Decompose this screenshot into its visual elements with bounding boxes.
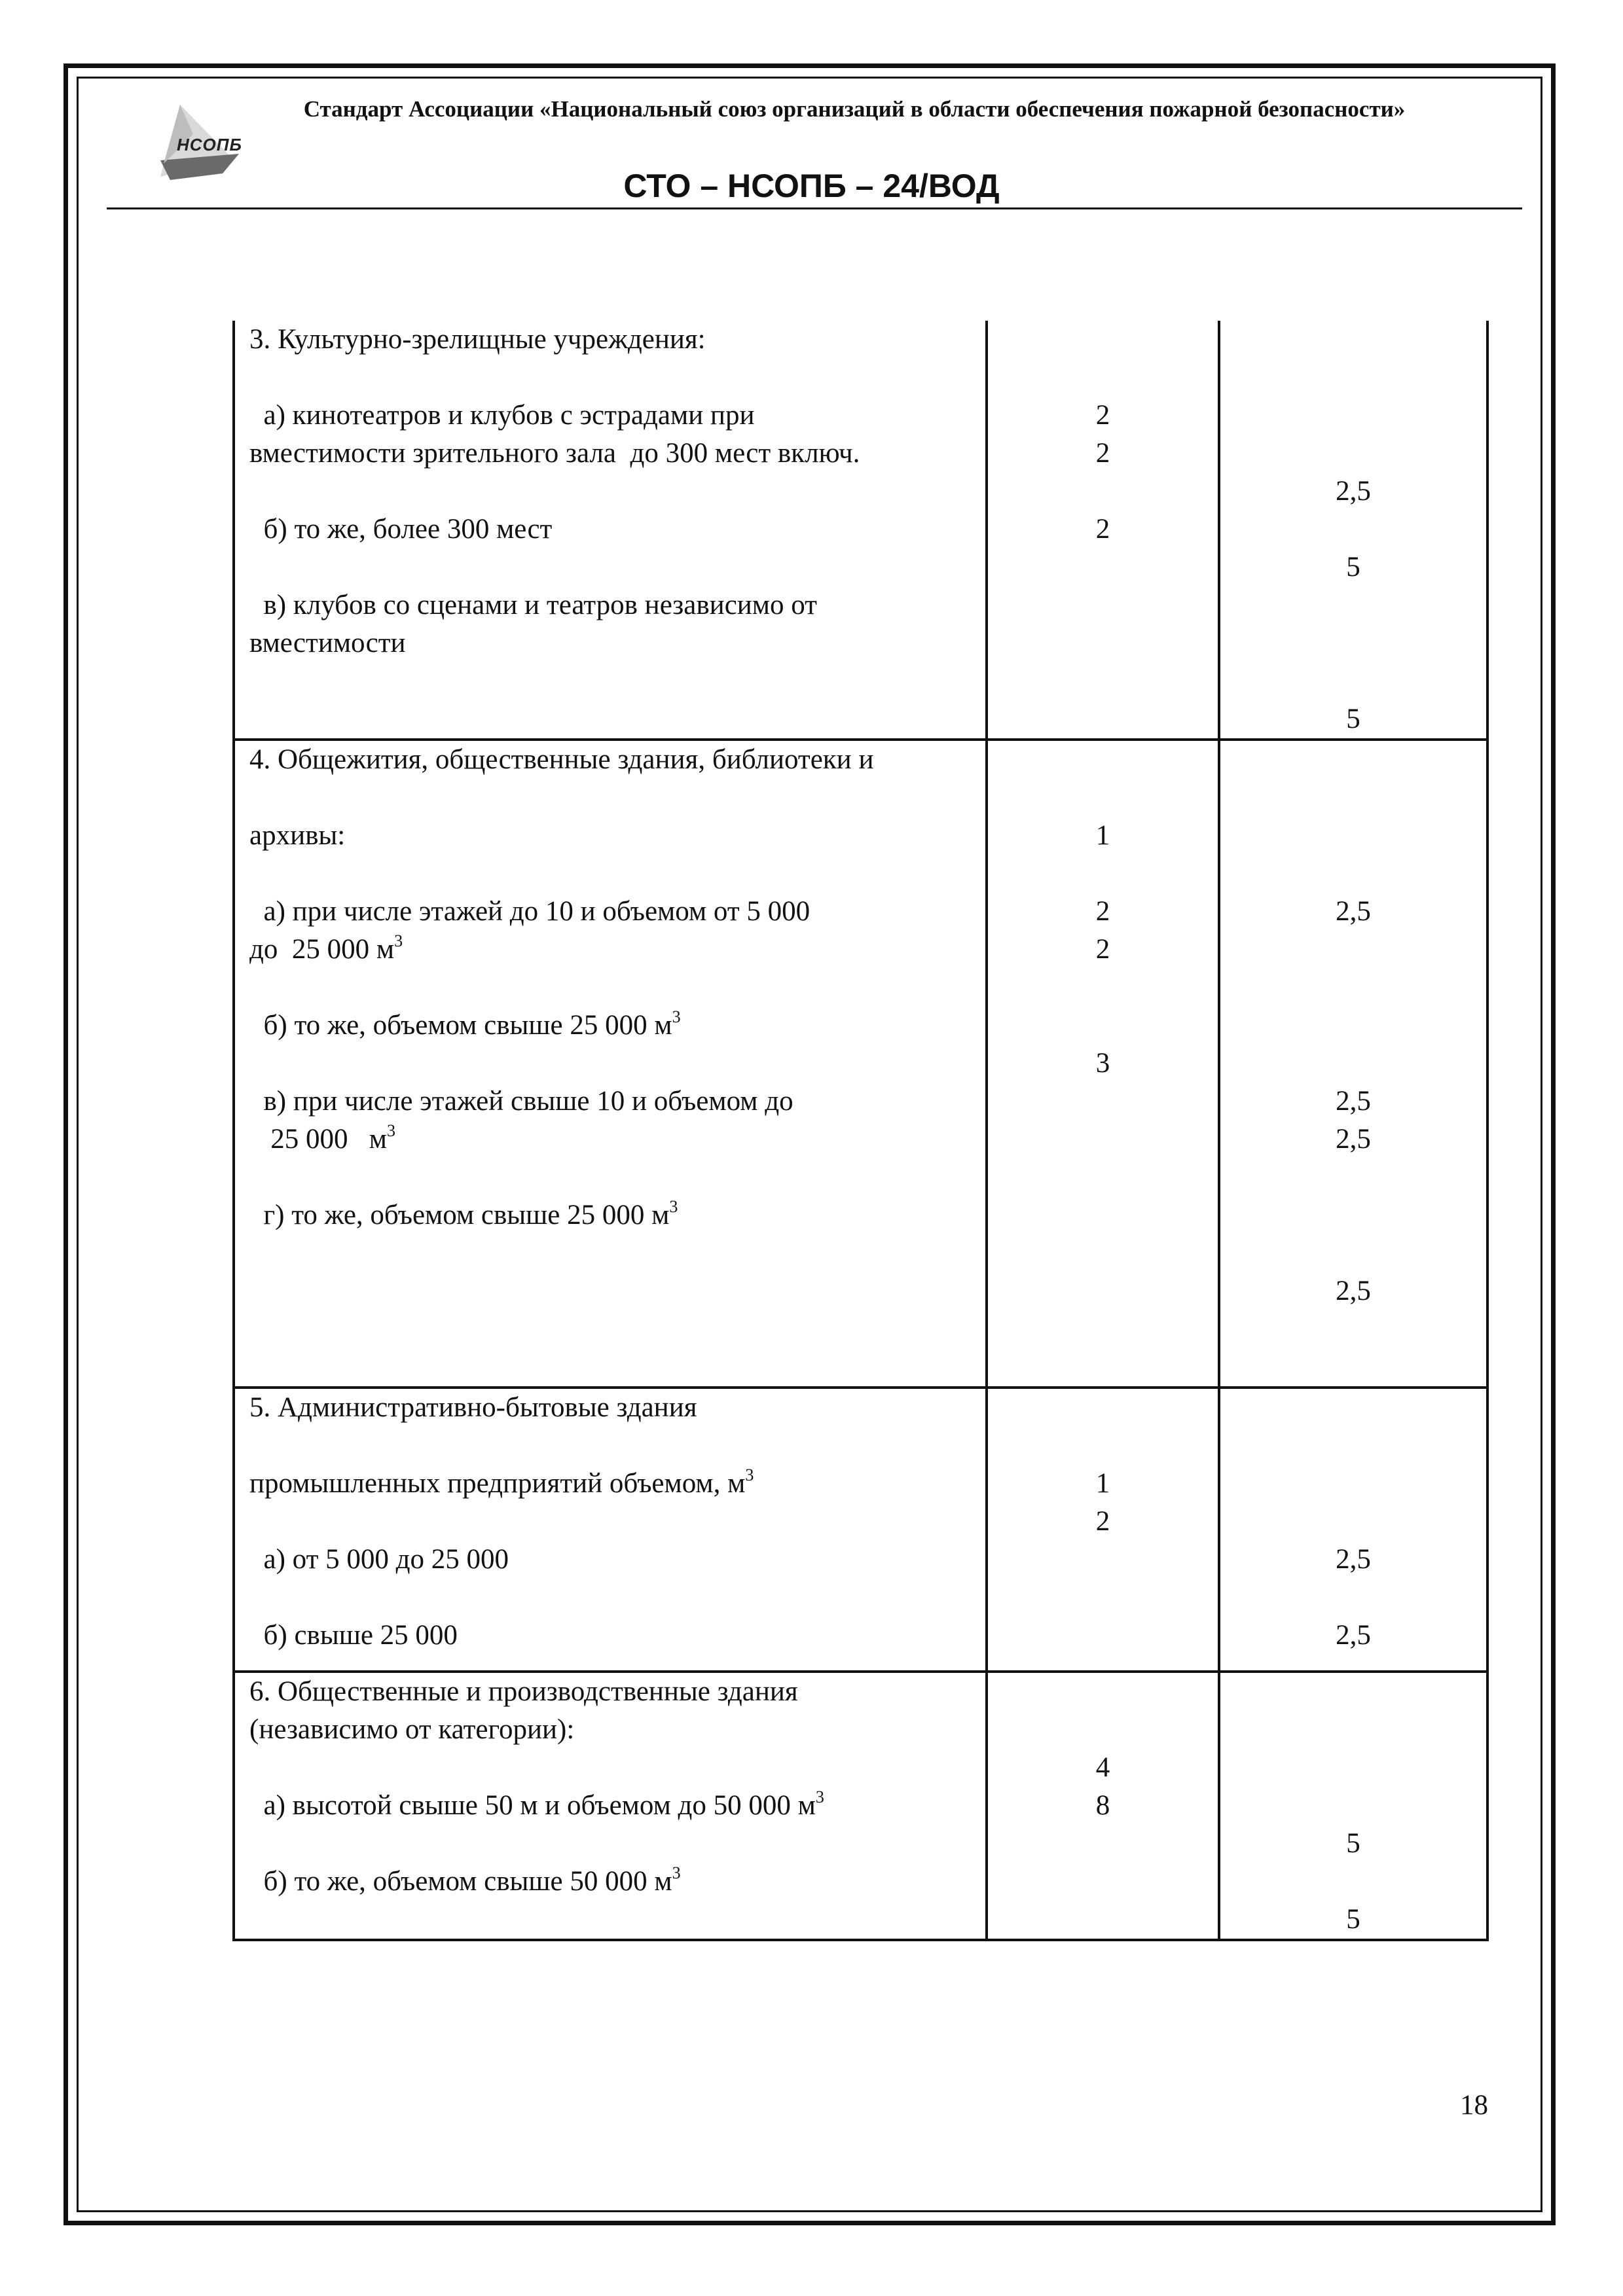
value-entry — [988, 1825, 1218, 1863]
row-text-line: в) клубов со сценами и театров независимо от — [249, 590, 817, 620]
value-entry — [1220, 1863, 1486, 1901]
value-entry — [1220, 397, 1486, 435]
norms-table — [232, 321, 1489, 1941]
value-entry: 2 — [1095, 400, 1110, 431]
value-entry — [988, 1121, 1218, 1158]
value-entry — [1220, 969, 1486, 1007]
value-entry — [1220, 321, 1486, 359]
value-entry: 8 — [1095, 1790, 1110, 1821]
association-title: Стандарт Ассоциации «Национальный союз организаций в области обеспечения пожарной безопасности» — [303, 96, 1406, 122]
value-entry — [988, 1579, 1218, 1617]
value-entry — [988, 779, 1218, 817]
row-text-line — [249, 473, 981, 511]
value-entry — [1220, 1389, 1486, 1427]
row-text-line — [249, 855, 981, 893]
value-entry: 5 — [1346, 1904, 1360, 1935]
value-entry: 1 — [1095, 820, 1110, 851]
value-entry: 2,5 — [1336, 1124, 1371, 1155]
row-text-line: 5. Административно-бытовые здания — [249, 1392, 697, 1423]
row-text-line: б) то же, более 300 мест — [249, 514, 553, 545]
value-entry — [988, 1348, 1218, 1386]
value-entry: 3 — [1095, 1048, 1110, 1079]
cubic-superscript: 3 — [669, 1197, 678, 1216]
jets-count-cell — [987, 1388, 1219, 1672]
value-entry — [1220, 586, 1486, 624]
value-entry: 2,5 — [1336, 896, 1371, 927]
value-entry — [988, 1711, 1218, 1749]
value-entry: 2 — [1095, 438, 1110, 469]
building-type-cell — [234, 321, 987, 740]
value-entry — [988, 1158, 1218, 1196]
value-entry: 2 — [1095, 934, 1110, 965]
value-entry — [988, 969, 1218, 1007]
row-text-line: вместимости зрительного зала до 300 мест включ. — [249, 438, 860, 469]
jets-count-cell — [987, 1672, 1219, 1940]
value-entry — [1220, 741, 1486, 779]
row-text-line: а) от 5 000 до 25 000 — [249, 1544, 509, 1575]
value-entry — [988, 1272, 1218, 1310]
row-text-line: в) при числе этажей свыше 10 и объемом до — [249, 1086, 793, 1117]
value-entry: 2 — [1095, 1506, 1110, 1537]
value-entry: 2,5 — [1336, 1086, 1371, 1117]
value-entry — [1220, 1787, 1486, 1825]
value-entry — [1220, 1579, 1486, 1617]
value-entry — [988, 1007, 1218, 1045]
value-entry — [1220, 1045, 1486, 1083]
value-entry: 5 — [1346, 704, 1360, 734]
row-text-line — [249, 1503, 981, 1541]
row-text-line: вместимости — [249, 628, 406, 658]
header-divider — [107, 207, 1522, 209]
value-entry — [1220, 1673, 1486, 1711]
flow-rate-cell — [1219, 1388, 1487, 1672]
value-entry — [1220, 1196, 1486, 1234]
value-entry — [988, 359, 1218, 397]
value-entry — [1220, 1749, 1486, 1787]
value-entry — [988, 586, 1218, 624]
row-text-line — [249, 779, 981, 817]
row-text-line — [249, 700, 981, 738]
value-entry — [988, 1389, 1218, 1427]
value-entry — [1220, 1711, 1486, 1749]
value-entry: 2,5 — [1336, 1276, 1371, 1306]
row-text-line: (независимо от категории): — [249, 1714, 575, 1745]
row-text-line — [249, 662, 981, 700]
value-entry — [1220, 624, 1486, 662]
value-entry: 2,5 — [1336, 1620, 1371, 1651]
row-text-line: до 25 000 $м^3$ — [249, 931, 403, 965]
value-entry: 2,5 — [1336, 476, 1371, 507]
value-entry — [988, 741, 1218, 779]
page-number: 18 — [1460, 2090, 1488, 2121]
row-text-line: б) то же, объемом свыше 50 000 $м^3$ — [249, 1863, 681, 1897]
row-text-line — [249, 1825, 981, 1863]
building-type-cell — [234, 1388, 987, 1672]
row-text-line: а) при числе этажей до 10 и объемом от 5 000 — [249, 896, 811, 927]
row-text-line — [249, 969, 981, 1007]
value-entry — [1220, 662, 1486, 700]
cubic-superscript: 3 — [386, 1121, 395, 1140]
value-entry — [988, 1196, 1218, 1234]
row-text-line — [249, 1045, 981, 1083]
value-entry — [988, 1863, 1218, 1901]
value-entry — [988, 1310, 1218, 1348]
value-entry — [988, 700, 1218, 738]
cubic-superscript: 3 — [815, 1787, 824, 1806]
norms-table-body — [234, 321, 1487, 1940]
flow-rate-cell — [1219, 740, 1487, 1388]
row-text-line: 3. Культурно-зрелищные учреждения: — [249, 324, 706, 355]
value-entry — [988, 1617, 1218, 1655]
table-row — [234, 1672, 1487, 1940]
value-entry — [988, 548, 1218, 586]
building-type-cell — [234, 740, 987, 1388]
value-entry — [1220, 1234, 1486, 1272]
cubic-superscript: 3 — [394, 931, 403, 950]
value-entry: 1 — [1095, 1468, 1110, 1499]
row-text-line — [249, 1158, 981, 1196]
cubic-superscript: 3 — [672, 1007, 681, 1026]
row-text-line: г) то же, объемом свыше 25 000 $м^3$ — [249, 1197, 678, 1230]
row-text-line: а) кинотеатров и клубов с эстрадами при — [249, 400, 755, 431]
row-text-line — [249, 1901, 981, 1939]
row-text-line: архивы: — [249, 820, 346, 851]
value-entry — [1220, 1503, 1486, 1541]
row-text-line — [249, 1234, 981, 1272]
value-entry — [988, 1901, 1218, 1939]
value-entry — [1220, 1348, 1486, 1386]
cubic-superscript: 3 — [672, 1863, 681, 1882]
table-row — [234, 740, 1487, 1388]
value-entry — [988, 473, 1218, 511]
value-entry — [988, 321, 1218, 359]
value-entry — [1220, 359, 1486, 397]
row-text-line: б) то же, объемом свыше 25 000 $м^3$ — [249, 1007, 681, 1041]
value-entry — [1220, 1310, 1486, 1348]
value-entry: 4 — [1095, 1752, 1110, 1783]
row-text-line — [249, 359, 981, 397]
value-entry — [1220, 779, 1486, 817]
value-entry — [988, 1541, 1218, 1579]
value-entry — [988, 855, 1218, 893]
value-entry — [1220, 1158, 1486, 1196]
cubic-superscript: 3 — [745, 1465, 754, 1484]
row-text-line: б) свыше 25 000 — [249, 1620, 458, 1651]
document-code: СТО – НСОПБ – 24/ВОД — [623, 168, 1000, 204]
value-entry — [1220, 1465, 1486, 1503]
jets-count-cell — [987, 321, 1219, 740]
value-entry — [1220, 435, 1486, 473]
table-row — [234, 1388, 1487, 1672]
building-type-cell — [234, 1672, 987, 1940]
row-text-line — [249, 1348, 981, 1386]
flow-rate-cell — [1219, 321, 1487, 740]
logo-text: НСОПБ — [177, 135, 242, 154]
row-text-line — [249, 548, 981, 586]
row-text-line: 4. Общежития, общественные здания, библиотеки и — [249, 744, 874, 775]
value-entry: 5 — [1346, 1828, 1360, 1859]
row-text-line — [249, 1427, 981, 1465]
value-entry: 5 — [1346, 552, 1360, 583]
row-text-line: 25 000 $м^3$ — [249, 1121, 395, 1155]
value-entry — [1220, 931, 1486, 969]
value-entry — [988, 1234, 1218, 1272]
value-entry — [988, 1673, 1218, 1711]
value-entry: 2,5 — [1336, 1544, 1371, 1575]
value-entry — [1220, 817, 1486, 855]
flow-rate-cell — [1219, 1672, 1487, 1940]
row-text-line: 6. Общественные и производственные здания — [249, 1676, 798, 1707]
row-text-line: промышленных предприятий объемом, $м^3$ — [249, 1465, 754, 1499]
row-text-line: а) высотой свыше 50 м и объемом до 50 000 $м^3$ — [249, 1787, 824, 1821]
row-text-line — [249, 1579, 981, 1617]
row-text-line — [249, 1310, 981, 1348]
row-text-line — [249, 1272, 981, 1310]
value-entry: 2 — [1095, 896, 1110, 927]
value-entry: 2 — [1095, 514, 1110, 545]
value-entry — [988, 624, 1218, 662]
row-text-line — [249, 1749, 981, 1787]
value-entry — [988, 1083, 1218, 1121]
value-entry — [1220, 1427, 1486, 1465]
table-row — [234, 321, 1487, 740]
value-entry — [1220, 855, 1486, 893]
value-entry — [988, 662, 1218, 700]
value-entry — [988, 1427, 1218, 1465]
jets-count-cell — [987, 740, 1219, 1388]
value-entry — [1220, 511, 1486, 548]
value-entry — [1220, 1007, 1486, 1045]
